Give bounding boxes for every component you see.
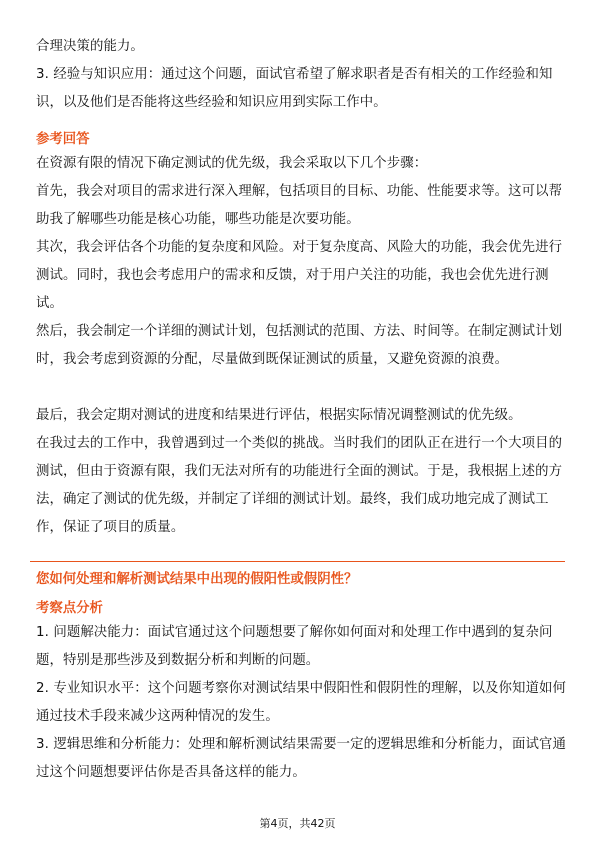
reference-paragraph: 在我过去的工作中，我曾遇到过一个类似的挑战。当时我们的团队正在进行一个大项目的测试，但由于资源有限，我们无法对所有的功能进行全面的测试。于是，我根据上述的方法，确定了测试的优先级，并制定了详细的测试计划。最终，我们成功地完成了测试工作，保证了项目的质量。 xyxy=(36,436,563,535)
intro-point-3: 3. 经验与知识应用：通过这个问题，面试官希望了解求职者是否有相关的工作经验和知识，以及他们是否能将这些经验和知识应用到实际工作中。 xyxy=(36,67,553,110)
reference-paragraph: 首先，我会对项目的需求进行深入理解，包括项目的目标、功能、性能要求等。这可以帮助我了解哪些功能是核心功能，哪些功能是次要功能。 xyxy=(36,184,563,227)
reference-paragraph: 其次，我会评估各个功能的复杂度和风险。对于复杂度高、风险大的功能，我会优先进行测试。同时，我也会考虑用户的需求和反馈，对于用户关注的功能，我也会优先进行测试。 xyxy=(36,240,563,311)
analysis-heading: 考察点分析 xyxy=(36,601,103,616)
reference-paragraph: 在资源有限的情况下确定测试的优先级，我会采取以下几个步骤： xyxy=(36,156,428,171)
intro-continuation: 合理决策的能力。 xyxy=(36,39,144,54)
analysis-point: 1. 问题解决能力：面试官通过这个问题想要了解你如何面对和处理工作中遇到的复杂问题，特别是那些涉及到数据分析和判断的问题。 xyxy=(36,625,553,668)
question-title: 您如何处理和解析测试结果中出现的假阳性或假阴性？ xyxy=(36,572,358,587)
reference-paragraph: 最后，我会定期对测试的进度和结果进行评估，根据实际情况调整测试的优先级。 xyxy=(36,408,522,423)
analysis-point: 2. 专业知识水平：这个问题考察你对测试结果中假阳性和假阴性的理解，以及你知道如何通过技术手段来减少这两种情况的发生。 xyxy=(36,681,566,724)
analysis-point: 3. 逻辑思维和分析能力：处理和解析测试结果需要一定的逻辑思维和分析能力，面试官通过这个问题想要评估你是否具备这样的能力。 xyxy=(36,737,566,780)
reference-heading: 参考回答 xyxy=(36,132,90,147)
page-number: 第4页，共42页 xyxy=(259,817,336,830)
reference-paragraph: 然后，我会制定一个详细的测试计划，包括测试的范围、方法、时间等。在制定测试计划时，我会考虑到资源的分配，尽量做到既保证测试的质量，又避免资源的浪费。 xyxy=(36,324,563,367)
section-divider xyxy=(30,561,565,562)
